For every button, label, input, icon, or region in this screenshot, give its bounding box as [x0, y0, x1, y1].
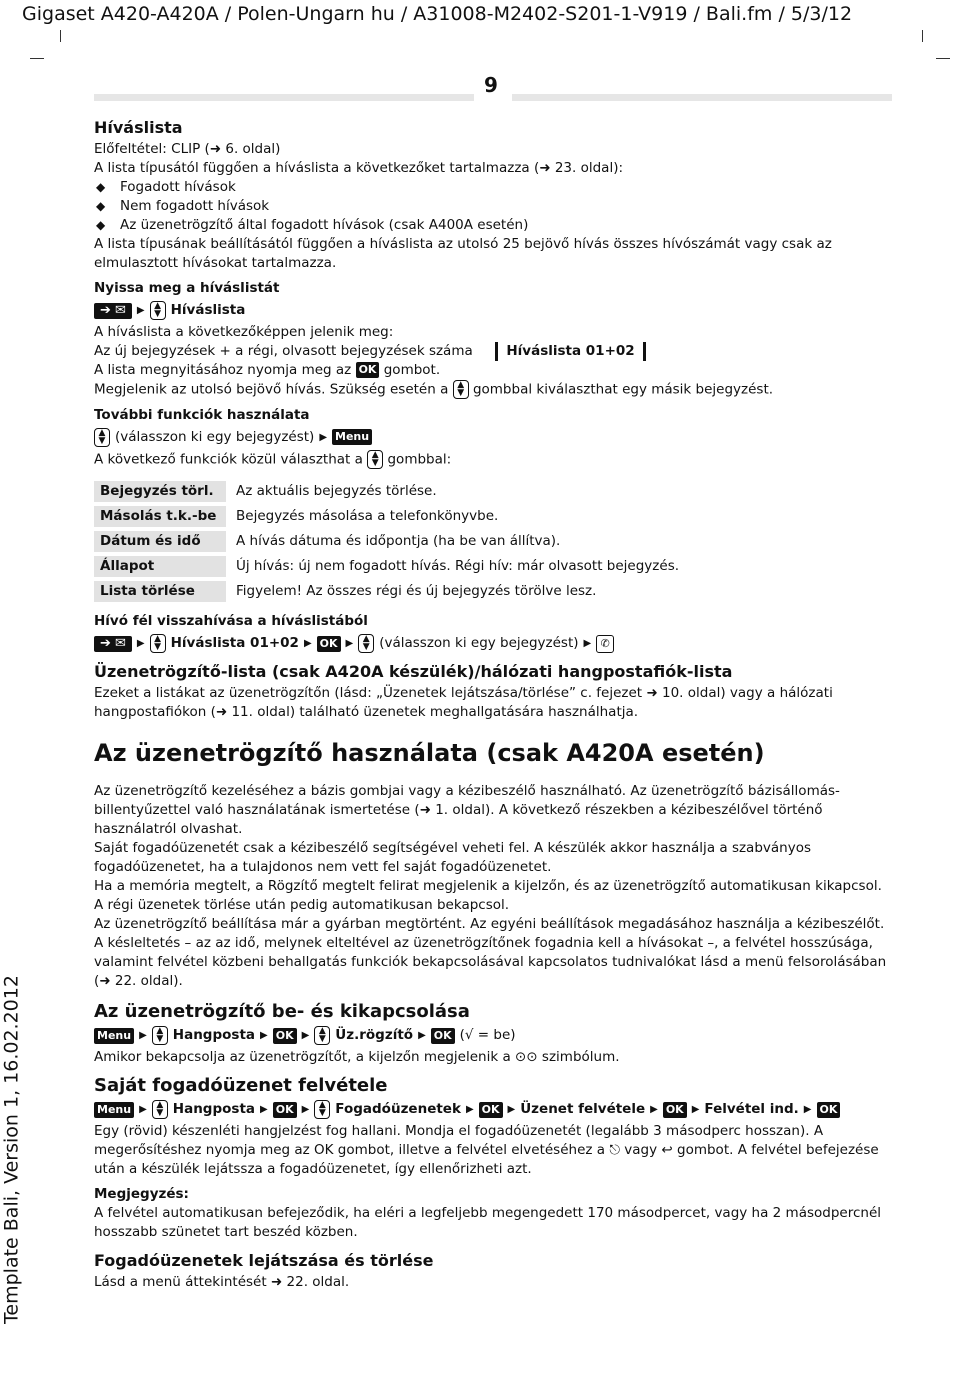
arrow-right-icon: ▶ — [583, 638, 592, 649]
menu-key-icon: Menu — [332, 429, 372, 445]
menu-item: Felvétel ind. — [704, 1101, 799, 1117]
display-row — [94, 342, 894, 361]
paragraph: Ha a memória megtelt, a Rögzítő megtelt felirat megjelenik a kijelzőn, és az üzenetrögzítő automatikusan kikapcsol. A régi üzenetek törlése után pedig automatikusan bekapcsol. — [94, 878, 882, 913]
arrow-right-icon: ▶ — [301, 1104, 310, 1115]
crop-mark — [936, 58, 950, 59]
paragraph: Az üzenetrögzítő beállítása már a gyárban megtörtént. Az egyéni beállítások megadásához használja a kézibeszélőt. — [94, 916, 885, 932]
intro-text: A lista típusától függően a híváslista a következőket tartalmazza (➜ 23. oldal): — [94, 160, 624, 176]
onoff-sequence — [94, 1026, 894, 1045]
nav-key-icon: ▲ ▼ — [150, 634, 166, 653]
text-span: A lista megnyitásához nyomja meg az — [94, 362, 352, 378]
menu-key-icon: Menu — [94, 1028, 134, 1044]
record-sequence — [94, 1100, 894, 1119]
ok-key-icon: OK — [273, 1028, 297, 1044]
display-intro: A híváslista a következőképpen jelenik meg: — [94, 324, 394, 340]
talk-key-icon: ✆ — [596, 635, 614, 653]
section-title-hivaslista: Híváslista — [94, 118, 183, 137]
menu-key-icon: Menu — [94, 1102, 134, 1118]
list-item: ◆ Fogadott hívások — [94, 178, 894, 197]
text-span: (válasszon ki egy bejegyzést) — [379, 635, 579, 651]
nav-key-icon: ▲ ▼ — [152, 1026, 168, 1045]
nav-key-icon: ▲ ▼ — [367, 450, 383, 469]
text-span: gombbal kiválaszthat egy másik bejegyzést. — [472, 381, 774, 398]
arrow-right-icon: ▶ — [418, 1030, 426, 1041]
menu-item: Hangposta — [172, 1027, 256, 1043]
table-row — [94, 556, 689, 577]
function-desc: Figyelem! Az összes régi és új bejegyzés törölve lesz. — [236, 583, 597, 599]
menu-item-hivaslista: Híváslista 01+02 — [170, 635, 299, 651]
text-span: (√ = be) — [459, 1027, 516, 1043]
arrow-right-icon: ▶ — [691, 1104, 700, 1115]
menu-item-hivaslista: Híváslista — [170, 302, 246, 318]
header-bar-right — [512, 94, 892, 101]
callback-heading: Hívó fél visszahívása a híváslistából — [94, 613, 368, 629]
arrow-right-icon: ▶ — [301, 1030, 310, 1041]
nav-key-icon: ▲ ▼ — [152, 1100, 168, 1119]
callback-sequence — [94, 634, 894, 653]
more-functions-sequence — [94, 428, 894, 447]
header-bar-left — [94, 94, 474, 101]
function-key: Bejegyzés törl. — [94, 481, 226, 502]
table-row — [94, 531, 689, 552]
section-title-onoff: Az üzenetrögzítő be- és kikapcsolása — [94, 1001, 470, 1022]
section-title-answering-list: Üzenetrögzítő-lista (csak A420A készülék)/hálózati hangpostafiók-lista — [94, 662, 733, 681]
arrow-right-icon: ▶ — [803, 1104, 812, 1115]
ok-key-icon: OK — [479, 1102, 503, 1118]
nav-key-icon: ▲ ▼ — [94, 428, 110, 447]
ok-key-icon: OK — [317, 636, 341, 652]
open-list-sequence — [94, 301, 894, 320]
menu-item: Hangposta — [172, 1101, 256, 1117]
paragraph: Az üzenetrögzítő kezeléséhez a bázis gombjai vagy a kézibeszélő használható. Az üzenetrögzítő bázisállomás-billentyűzettel való használatának ismertetése (➜ 1. oldal). A következő részekben a kézibeszélővel történő használatról olvashat. — [94, 783, 840, 837]
function-key: Másolás t.k.-be — [94, 506, 226, 527]
last-call-text — [94, 380, 894, 400]
page-content — [94, 115, 894, 1292]
function-key: Dátum és idő — [94, 531, 226, 552]
ok-key-icon: OK — [356, 362, 380, 378]
arrow-right-icon: ▶ — [139, 1104, 147, 1115]
message-key-icon: ➔ ✉ — [94, 636, 132, 652]
more-functions-heading: További funkciók használata — [94, 406, 310, 423]
arrow-right-icon: ▶ — [345, 638, 354, 649]
list-types — [94, 178, 894, 235]
nav-key-icon: ▲ ▼ — [453, 380, 469, 399]
arrow-right-icon: ▶ — [260, 1104, 268, 1115]
text-span: (válasszon ki egy bejegyzést) — [115, 428, 315, 445]
record-text: Egy (rövid) készenléti hangjelzést fog hallani. Mondja el fogadóüzenetét (legalább 3 másodperc hosszan). A megerősítéshez nyomja meg az OK gombot, illetve a felvétel elvetéséhez a ⎋ vagy ↩ gombot. A felvétel befejezése után a készülék lejátssza a fogadóüzenetet, így ellenőrizheti azt. — [94, 1123, 879, 1177]
menu-item: Üz.rögzítő — [335, 1027, 414, 1043]
function-desc: A hívás dátuma és időpontja (ha be van állítva). — [236, 533, 561, 549]
message-key-icon: ➔ ✉ — [94, 303, 132, 319]
display-box: Híváslista 01+02 — [495, 342, 645, 361]
choose-text — [94, 450, 894, 470]
nav-key-icon: ▲ ▼ — [150, 301, 166, 320]
display-caption: Az új bejegyzések + a régi, olvasott bejegyzések száma — [94, 343, 473, 359]
text-span: gombot. — [383, 362, 441, 378]
section-title-record: Saját fogadóüzenet felvétele — [94, 1075, 388, 1096]
list-item: ◆ Nem fogadott hívások — [94, 197, 894, 216]
playback-text: Lásd a menü áttekintését ➜ 22. oldal. — [94, 1274, 350, 1290]
table-row — [94, 506, 689, 527]
precondition: Előfeltétel: CLIP (➜ 6. oldal) — [94, 141, 281, 157]
nav-key-icon: ▲ ▼ — [314, 1100, 330, 1119]
section-title-playback: Fogadóüzenetek lejátszása és törlése — [94, 1251, 434, 1270]
function-desc: Bejegyzés másolása a telefonkönyvbe. — [236, 508, 499, 524]
nav-key-icon: ▲ ▼ — [314, 1026, 330, 1045]
function-desc: Új hívás: új nem fogadott hívás. Régi hív: már olvasott bejegyzés. — [236, 558, 680, 574]
page-number: 9 — [484, 73, 498, 97]
ok-key-icon: OK — [431, 1028, 455, 1044]
paragraph: Saját fogadóüzenetét csak a kézibeszélő segítségével veheti fel. A készülék akkor használja a szabványos fogadóüzenetet, ha a tulajdonos nem vett fel saját fogadóüzenetet. — [94, 840, 812, 875]
crop-mark — [922, 30, 923, 42]
arrow-right-icon: ▶ — [136, 305, 145, 316]
arrow-right-icon: ▶ — [136, 638, 145, 649]
table-row — [94, 481, 689, 502]
list-item: ◆ Az üzenetrögzítő által fogadott hívások (csak A400A esetén) — [94, 216, 894, 235]
arrow-right-icon: ▶ — [650, 1104, 658, 1115]
onoff-text: Amikor bekapcsolja az üzenetrögzítőt, a kijelzőn megjelenik a ⊙⊙ szimbólum. — [94, 1049, 620, 1065]
ok-key-icon: OK — [273, 1102, 297, 1118]
function-desc: Az aktuális bejegyzés törlése. — [236, 483, 437, 499]
arrow-right-icon: ▶ — [465, 1104, 474, 1115]
menu-item: Fogadóüzenetek — [335, 1101, 461, 1117]
arrow-right-icon: ▶ — [319, 431, 328, 443]
list-description: A lista típusának beállításától függően a híváslista az utolsó 25 bejövő hívás összes hívószámát vagy csak az elmulasztott hívásokat tartalmazza. — [94, 236, 832, 271]
menu-item: Üzenet felvétele — [520, 1101, 646, 1117]
nav-key-icon: ▲ ▼ — [358, 634, 374, 653]
arrow-right-icon: ▶ — [507, 1104, 516, 1115]
ok-key-icon: OK — [817, 1102, 841, 1118]
arrow-right-icon: ▶ — [260, 1030, 268, 1041]
crop-mark — [30, 58, 44, 59]
function-key: Lista törlése — [94, 581, 226, 602]
answering-list-text: Ezeket a listákat az üzenetrögzítőn (lásd: „Üzenetek lejátszása/törlése” c. fejezet ➜ 10. oldal) vagy a hálózati hangpostafiókon (➜ 11. oldal) található üzenetek meghallgatására használhatja. — [94, 685, 833, 720]
arrow-right-icon: ▶ — [303, 638, 312, 649]
text-span: gombbal: — [387, 451, 452, 467]
chapter-title: Az üzenetrögzítő használata (csak A420A esetén) — [94, 739, 765, 767]
open-instruction — [94, 361, 894, 380]
document-header: Gigaset A420-A420A / Polen-Ungarn hu / A31008-M2402-S201-1-V919 / Bali.fm / 5/3/12 — [22, 3, 853, 25]
functions-table — [94, 477, 689, 606]
note-heading: Megjegyzés: — [94, 1186, 189, 1202]
sidebar-template-label: Template Bali, Version 1, 16.02.2012 — [0, 975, 23, 1324]
arrow-right-icon: ▶ — [139, 1030, 147, 1041]
open-list-heading: Nyissa meg a híváslistát — [94, 280, 280, 296]
paragraph: A késleltetés – az az idő, melynek elteltével az üzenetrögzítőnek fogadnia kell a hívásokat –, a felvétel hosszúsága, valamint felvétel közbeni behallgatás funkciók bekapcsolásával kapcsolatos tudnivalókat lásd a menü felsorolásában (➜ 22. oldal). — [94, 935, 887, 989]
ok-key-icon: OK — [663, 1102, 687, 1118]
crop-mark — [60, 30, 61, 42]
note-text: A felvétel automatikusan befejeződik, ha eléri a legfeljebb megengedett 170 másodpercet, vagy ha 2 másodpercnél hosszabb szünetet tart beszéd közben. — [94, 1205, 882, 1240]
function-key: Állapot — [94, 556, 226, 577]
text-span: A következő funkciók közül választhat a — [94, 451, 363, 467]
text-span: Megjelenik az utolsó bejövő hívás. Szükség esetén a — [94, 381, 449, 398]
table-row — [94, 581, 689, 602]
